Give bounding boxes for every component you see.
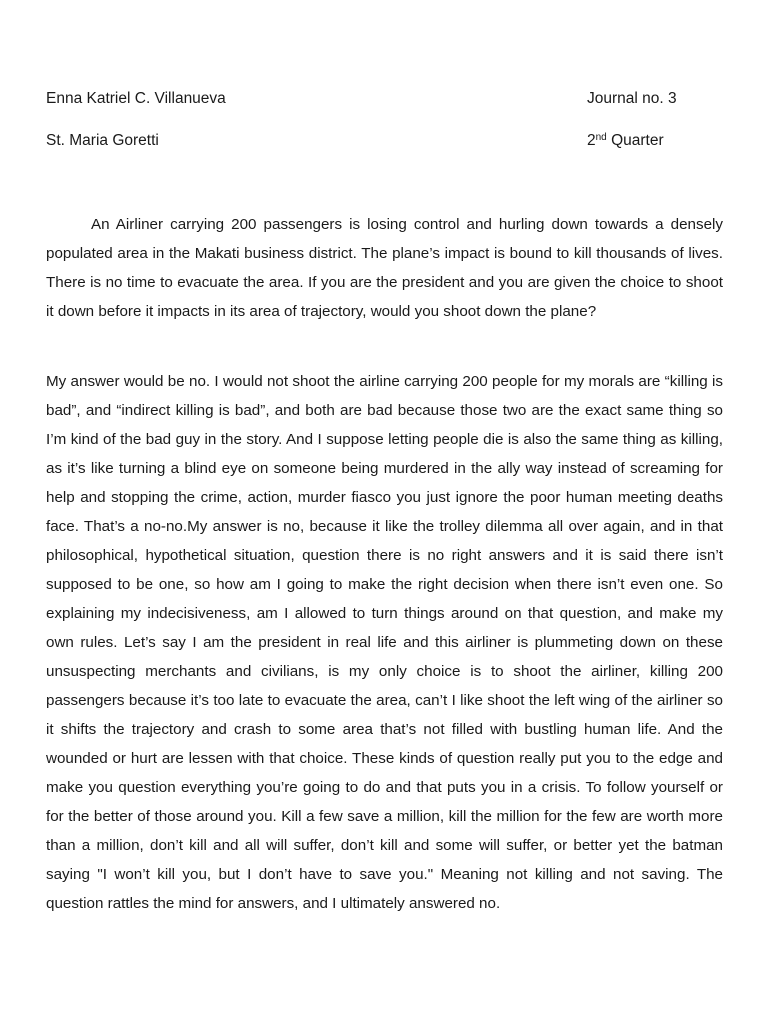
section-name: St. Maria Goretti (46, 132, 159, 149)
journal-number: Journal no. 3 (587, 90, 677, 107)
quarter-label (587, 132, 664, 150)
question-paragraph: An Airliner carrying 200 passengers is losing control and hurling down towards a densely populated area in the Makati business district. The plane’s impact is bound to kill thousands of lives. There is no time to evacuate the area. If you are the president and you are given the choice to shoot it down before it impacts in its area of trajectory, would you shoot down the plane? (46, 216, 723, 320)
answer-paragraph: My answer would be no. I would not shoot the airline carrying 200 people for my morals are “killing is bad”, and “indirect killing is bad”, and both are bad because those two are the exact same thing so I’m kind of the bad guy in the story. And I suppose letting people die is also the same thing as killing, as it’s like turning a blind eye on someone being murdered in the ally way instead of screaming for help and stopping the crime, action, murder fiasco you just ignore the poor human meeting deaths face. That’s a no-no.My answer is no, because it like the trolley dilemma all over again, and in that philosophical, hypothetical situation, question there is no right answers and it is said there isn’t supposed to be one, so how am I going to make the right decision when there isn’t even one. So explaining my indecisiveness, am I allowed to turn things around on that question, and make my own rules. Let’s say I am the president in real life and this airliner is plummeting down on these unsuspecting merchants and civilians, is my only choice is to shoot the airliner, killing 200 passengers because it’s too late to evacuate the area, can’t I like shoot the left wing of the airliner so it shifts the trajectory and crash to some area that’s not filled with bustling human life. And the wounded or hurt are lessen with that choice. These kinds of question really put you to the edge and make you question everything you’re going to do and that puts you in a crisis. To follow yourself or for the better of those around you. Kill a few save a million, kill the million for the few are worth more than a million, don’t kill and all will suffer, don’t kill and some will suffer, or better yet the batman saying "I won’t kill you, but I don’t have to save you." Meaning not killing and not saving. The question rattles the mind for answers, and I ultimately answered no. (46, 373, 723, 912)
author-name: Enna Katriel C. Villanueva (46, 90, 226, 107)
quarter-word: Quarter (611, 132, 664, 149)
quarter-ordinal: nd (595, 132, 607, 143)
quarter-number: 2 (587, 132, 596, 149)
